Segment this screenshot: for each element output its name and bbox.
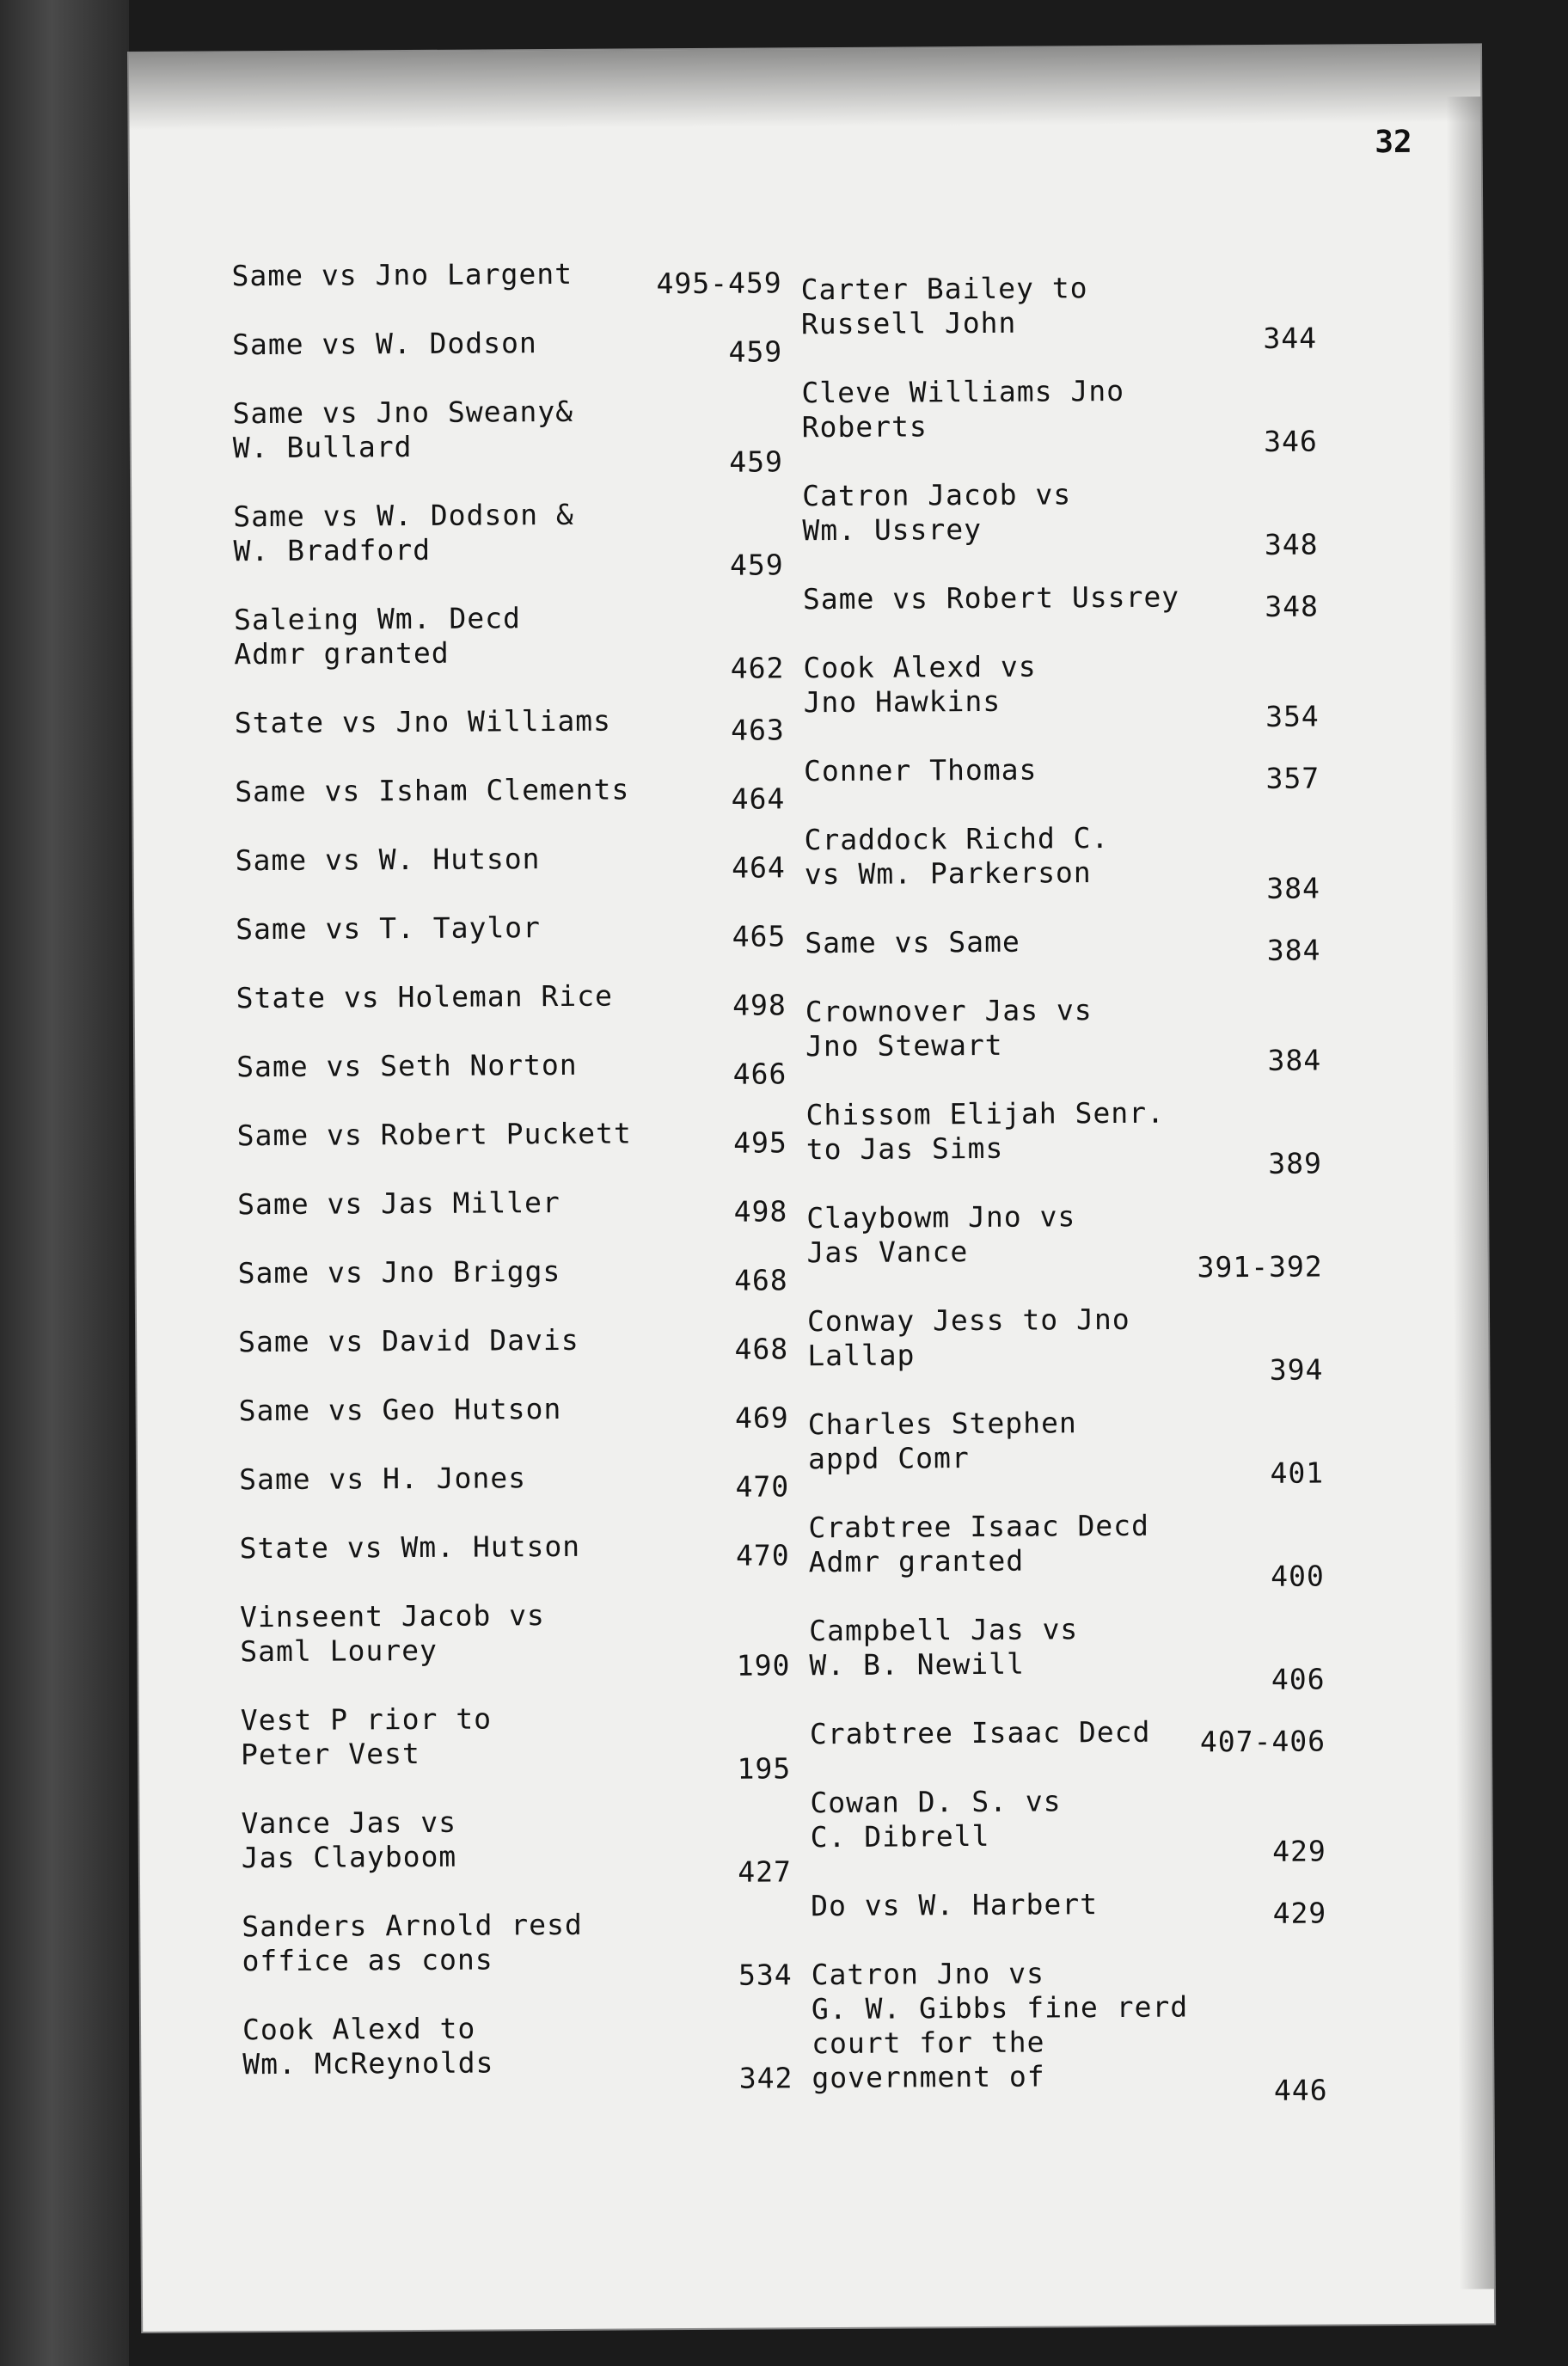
entry-page-ref: 344	[1263, 321, 1318, 355]
index-entry	[242, 2009, 811, 2095]
entry-text: Do vs W. Harbert	[811, 1887, 1099, 1923]
entry-page-ref: 394	[1269, 1352, 1324, 1387]
entry-text: Same vs W. Dodson & W. Bradford	[233, 497, 574, 568]
entry-text: Same vs Same	[805, 924, 1020, 960]
entry-page-ref: 498	[733, 1194, 788, 1229]
index-entry	[236, 978, 804, 1026]
entry-page-ref: 391-392	[1197, 1249, 1323, 1284]
entry-text: Same vs Robert Puckett	[236, 1116, 632, 1153]
entry-page-ref: 427	[738, 1854, 793, 1889]
index-entry	[232, 393, 800, 479]
index-entry	[809, 1610, 1360, 1696]
index-entry	[235, 702, 802, 751]
index-entry	[237, 1184, 805, 1232]
entry-text: Same vs H. Jones	[239, 1461, 527, 1497]
index-entry	[806, 1198, 1357, 1284]
entry-page-ref: 407-406	[1199, 1724, 1326, 1759]
entry-text: Charles Stephen appd Comr	[807, 1406, 1077, 1476]
entry-text: Carter Bailey to Russell John	[800, 271, 1088, 341]
entry-text: Crabtree Isaac Decd	[809, 1714, 1151, 1751]
entry-text: Claybowm Jno vs Jas Vance	[806, 1199, 1076, 1270]
index-entry	[233, 599, 802, 685]
right-column	[801, 269, 1363, 2128]
index-entry	[800, 269, 1352, 355]
entry-page-ref: 468	[734, 1332, 789, 1366]
entry-text: State vs Holeman Rice	[236, 978, 614, 1015]
index-entry	[236, 1046, 804, 1094]
entry-page-ref: 459	[729, 548, 784, 582]
index-entry	[240, 1700, 809, 1786]
entry-page-ref: 498	[732, 988, 787, 1022]
entry-page-ref: 459	[728, 334, 783, 369]
entry-page-ref: 401	[1270, 1456, 1325, 1490]
entry-page-ref: 400	[1271, 1559, 1325, 1593]
entry-page-ref: 384	[1267, 1043, 1322, 1077]
index-entry	[231, 255, 799, 303]
entry-page-ref: 470	[735, 1469, 790, 1504]
index-entry	[802, 475, 1353, 561]
entry-text: Same vs Jno Sweany& W. Bullard	[232, 394, 574, 465]
index-entry	[240, 1528, 807, 1576]
entry-page-ref: 468	[734, 1263, 788, 1297]
entry-text: Vinseent Jacob vs Saml Lourey	[239, 1598, 545, 1669]
entry-page-ref: 190	[736, 1648, 791, 1683]
index-entry	[239, 1597, 808, 1683]
entry-page-ref: 406	[1271, 1662, 1326, 1696]
entry-text: Chissom Elijah Senr. to Jas Sims	[805, 1095, 1166, 1167]
entry-text: Same vs Jno Briggs	[237, 1253, 561, 1290]
entry-page-ref: 195	[737, 1751, 792, 1786]
entry-page-ref: 429	[1272, 1896, 1327, 1930]
index-entry	[238, 1321, 805, 1370]
entry-page-ref: 465	[732, 919, 787, 953]
index-entry	[804, 819, 1355, 905]
entry-text: Same vs W. Dodson	[231, 326, 537, 362]
entry-page-ref: 534	[738, 1958, 793, 1992]
index-entry	[801, 372, 1352, 458]
entry-text: Same vs Seth Norton	[236, 1047, 578, 1084]
entry-text: Cowan D. S. vs C. Dibrell	[810, 1784, 1062, 1854]
index-entry	[233, 496, 801, 582]
entry-text: Craddock Richd C. vs Wm. Parkerson	[804, 821, 1110, 892]
entry-text: Cook Alexd vs Jno Hawkins	[803, 649, 1037, 720]
index-entry	[811, 1885, 1361, 1934]
index-entry	[803, 579, 1353, 627]
index-entry	[236, 909, 803, 957]
entry-text: Same vs Geo Hutson	[238, 1391, 562, 1428]
entry-text: Conway Jess to Jno Lallap	[806, 1302, 1130, 1373]
entry-page-ref: 357	[1265, 761, 1320, 795]
entry-page-ref: 348	[1265, 589, 1320, 623]
index-entry	[239, 1390, 806, 1438]
index-entry	[805, 991, 1357, 1077]
left-column	[231, 255, 810, 2116]
entry-text: Same vs David Davis	[238, 1322, 579, 1359]
entry-text: Vest P rior to Peter Vest	[240, 1701, 493, 1772]
entry-text: Crownover Jas vs Jno Stewart	[805, 993, 1093, 1063]
index-entry	[808, 1507, 1359, 1593]
entry-page-ref: 354	[1265, 699, 1320, 733]
entry-text: Catron Jacob vs Wm. Ussrey	[802, 477, 1072, 548]
entry-page-ref: 462	[730, 651, 785, 685]
entry-text: Same vs W. Hutson	[235, 842, 541, 878]
entry-page-ref: 446	[1273, 2073, 1328, 2107]
entry-page-ref: 348	[1264, 527, 1319, 561]
entry-text: Same vs Jno Largent	[231, 256, 573, 293]
entry-page-ref: 342	[738, 2061, 793, 2095]
entry-page-ref: 466	[732, 1057, 787, 1091]
entry-text: Vance Jas vs Jas Clayboom	[241, 1805, 457, 1875]
index-entry	[810, 1713, 1360, 1762]
entry-text: Conner Thomas	[803, 752, 1038, 788]
entry-page-ref: 495-459	[656, 266, 782, 301]
index-entry	[807, 1404, 1359, 1490]
index-entry	[805, 1094, 1357, 1180]
entry-page-ref: 384	[1266, 933, 1321, 967]
entry-text: Same vs T. Taylor	[236, 910, 542, 947]
entry-page-ref: 464	[732, 850, 786, 885]
index-entry	[236, 840, 803, 888]
entry-text: Saleing Wm. Decd Admr granted	[233, 601, 522, 671]
entry-page-ref: 463	[731, 713, 785, 747]
index-entry	[804, 751, 1354, 799]
entry-text: Same vs Robert Ussrey	[802, 579, 1180, 616]
entry-text: State vs Jno Williams	[234, 703, 612, 740]
entry-text: Sanders Arnold resd office as cons	[242, 1907, 583, 1978]
index-entry	[235, 771, 802, 819]
entry-page-ref: 346	[1264, 424, 1318, 458]
entry-page-ref: 495	[733, 1125, 787, 1160]
entry-text: Same vs Isham Clements	[235, 772, 630, 809]
index-page	[129, 45, 1494, 2332]
entry-page-ref: 459	[729, 444, 784, 479]
index-entry	[806, 1301, 1358, 1387]
entry-text: Campbell Jas vs W. B. Newill	[809, 1612, 1079, 1683]
entry-page-ref: 464	[731, 782, 786, 816]
entry-text: Cleve Williams Jno Roberts	[801, 373, 1125, 444]
scan-frame-edge	[0, 0, 129, 2366]
index-entry	[803, 647, 1354, 733]
index-entry	[241, 1803, 809, 1889]
index-entry	[232, 324, 799, 372]
entry-text: Catron Jno vs G. W. Gibbs fine rerd court for the government of	[811, 1956, 1189, 2095]
entry-text: State vs Wm. Hutson	[239, 1529, 581, 1566]
index-entry	[242, 1906, 810, 1992]
entry-text: Crabtree Isaac Decd Admr granted	[808, 1508, 1150, 1579]
index-entry	[811, 1954, 1363, 2107]
entry-page-ref: 469	[734, 1401, 789, 1435]
index-entry	[810, 1782, 1361, 1868]
entry-text: Cook Alexd to Wm. McReynolds	[242, 2011, 494, 2081]
page-number: 32	[1375, 124, 1412, 161]
entry-page-ref: 384	[1266, 871, 1321, 905]
index-entry	[239, 1459, 806, 1507]
entry-text: Same vs Jas Miller	[237, 1185, 560, 1222]
entry-page-ref: 470	[735, 1538, 790, 1572]
index-entry	[238, 1253, 805, 1301]
entry-page-ref: 389	[1268, 1146, 1323, 1180]
entry-page-ref: 429	[1272, 1834, 1326, 1868]
index-entry	[237, 1115, 805, 1163]
index-entry	[805, 922, 1355, 971]
